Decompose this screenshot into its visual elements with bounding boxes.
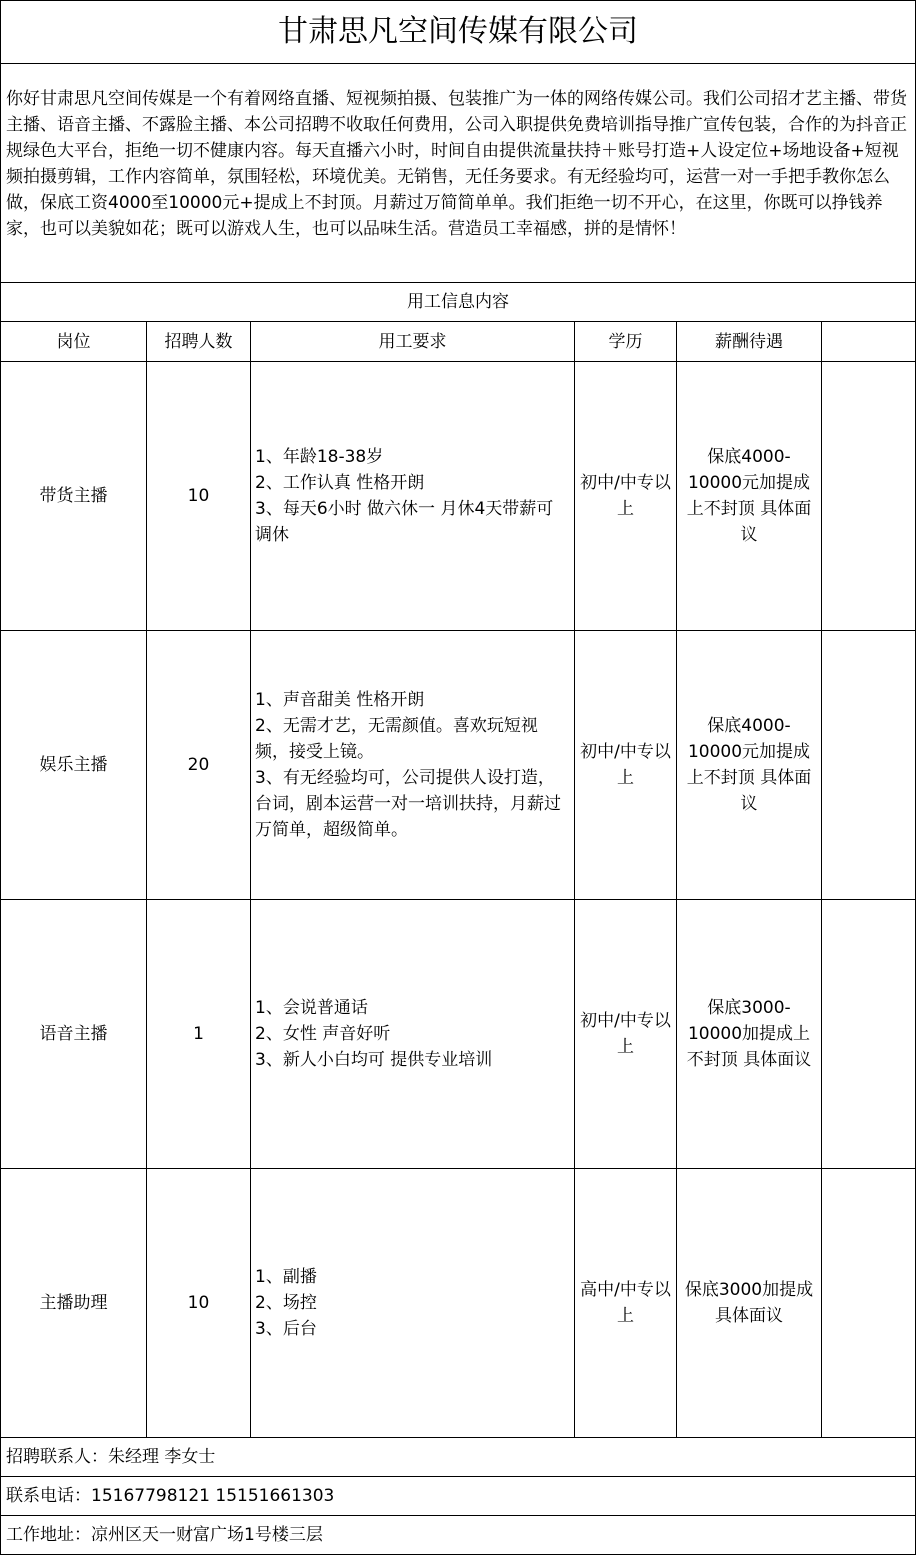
- header-requirements: 用工要求: [251, 322, 575, 362]
- requirements-cell: [251, 1169, 575, 1438]
- requirement-line: 3、新人小白均可 提供专业培训: [255, 1050, 493, 1070]
- count-cell: 10: [147, 362, 251, 631]
- table-row: [1, 1169, 916, 1438]
- requirement-line: 1、年龄18-38岁: [255, 447, 384, 467]
- salary-cell: 保底4000-10000元加提成上不封顶 具体面议: [677, 631, 822, 900]
- table-row: [1, 631, 916, 900]
- salary-cell: 保底4000-10000元加提成上不封顶 具体面议: [677, 362, 822, 631]
- contact-phone: 联系电话：15167798121 15151661303: [1, 1477, 916, 1516]
- header-count: 招聘人数: [147, 322, 251, 362]
- education-cell: 初中/中专以上: [575, 631, 677, 900]
- table-row: [1, 900, 916, 1169]
- empty-cell: [822, 900, 916, 1169]
- count-cell: 10: [147, 1169, 251, 1438]
- header-salary: 薪酬待遇: [677, 322, 822, 362]
- requirements-cell: [251, 362, 575, 631]
- contact-person: 招聘联系人：朱经理 李女士: [1, 1438, 916, 1477]
- company-title: 甘肃思凡空间传媒有限公司: [1, 1, 916, 64]
- requirement-line: 2、女性 声音好听: [255, 1024, 391, 1044]
- salary-cell: 保底3000-10000加提成上不封顶 具体面议: [677, 900, 822, 1169]
- work-address: 工作地址：凉州区天一财富广场1号楼三层: [1, 1516, 916, 1555]
- company-intro: 你好甘肃思凡空间传媒是一个有着网络直播、短视频拍摄、包装推广为一体的网络传媒公司。我们公司招才艺主播、带货主播、语音主播、不露脸主播、本公司招聘不收取任何费用，公司入职提供免费培训指导推广宣传包装，合作的为抖音正规绿色大平台，拒绝一切不健康内容。每天直播六小时，时间自由提供流量扶持＋账号打造+人设定位+场地设备+短视频拍摄剪辑，工作内容简单，氛围轻松，环境优美。无销售，无任务要求。有无经验均可，运营一对一手把手教你怎么做，保底工资4000至10000元+提成上不封顶。月薪过万简简单单。我们拒绝一切不开心，在这里，你既可以挣钱养家，也可以美貌如花；既可以游戏人生，也可以品味生活。营造员工幸福感，拼的是情怀！: [1, 64, 916, 283]
- empty-cell: [822, 362, 916, 631]
- education-cell: 初中/中专以上: [575, 900, 677, 1169]
- requirements-cell: [251, 631, 575, 900]
- section-title: 用工信息内容: [1, 283, 916, 322]
- requirement-line: 2、无需才艺，无需颜值。喜欢玩短视频，接受上镜。: [255, 716, 538, 762]
- position-cell: 带货主播: [1, 362, 147, 631]
- empty-cell: [822, 631, 916, 900]
- requirement-line: 1、会说普通话: [255, 998, 368, 1018]
- count-cell: 1: [147, 900, 251, 1169]
- requirement-line: 3、每天6小时 做六休一 月休4天带薪可调休: [255, 499, 554, 545]
- salary-cell: 保底3000加提成 具体面议: [677, 1169, 822, 1438]
- requirement-line: 3、有无经验均可，公司提供人设打造，台词，剧本运营一对一培训扶持，月薪过万简单，超级简单。: [255, 768, 561, 840]
- header-row: [1, 322, 916, 362]
- empty-cell: [822, 1169, 916, 1438]
- header-position: 岗位: [1, 322, 147, 362]
- education-cell: 高中/中专以上: [575, 1169, 677, 1438]
- table-row: [1, 362, 916, 631]
- requirement-line: 1、声音甜美 性格开朗: [255, 690, 425, 710]
- requirements-cell: [251, 900, 575, 1169]
- header-empty: [822, 322, 916, 362]
- position-cell: 娱乐主播: [1, 631, 147, 900]
- requirement-line: 2、场控: [255, 1293, 317, 1313]
- requirement-line: 1、副播: [255, 1267, 317, 1287]
- requirement-line: 2、工作认真 性格开朗: [255, 473, 425, 493]
- header-education: 学历: [575, 322, 677, 362]
- position-cell: 语音主播: [1, 900, 147, 1169]
- education-cell: 初中/中专以上: [575, 362, 677, 631]
- requirement-line: 3、后台: [255, 1319, 317, 1339]
- count-cell: 20: [147, 631, 251, 900]
- position-cell: 主播助理: [1, 1169, 147, 1438]
